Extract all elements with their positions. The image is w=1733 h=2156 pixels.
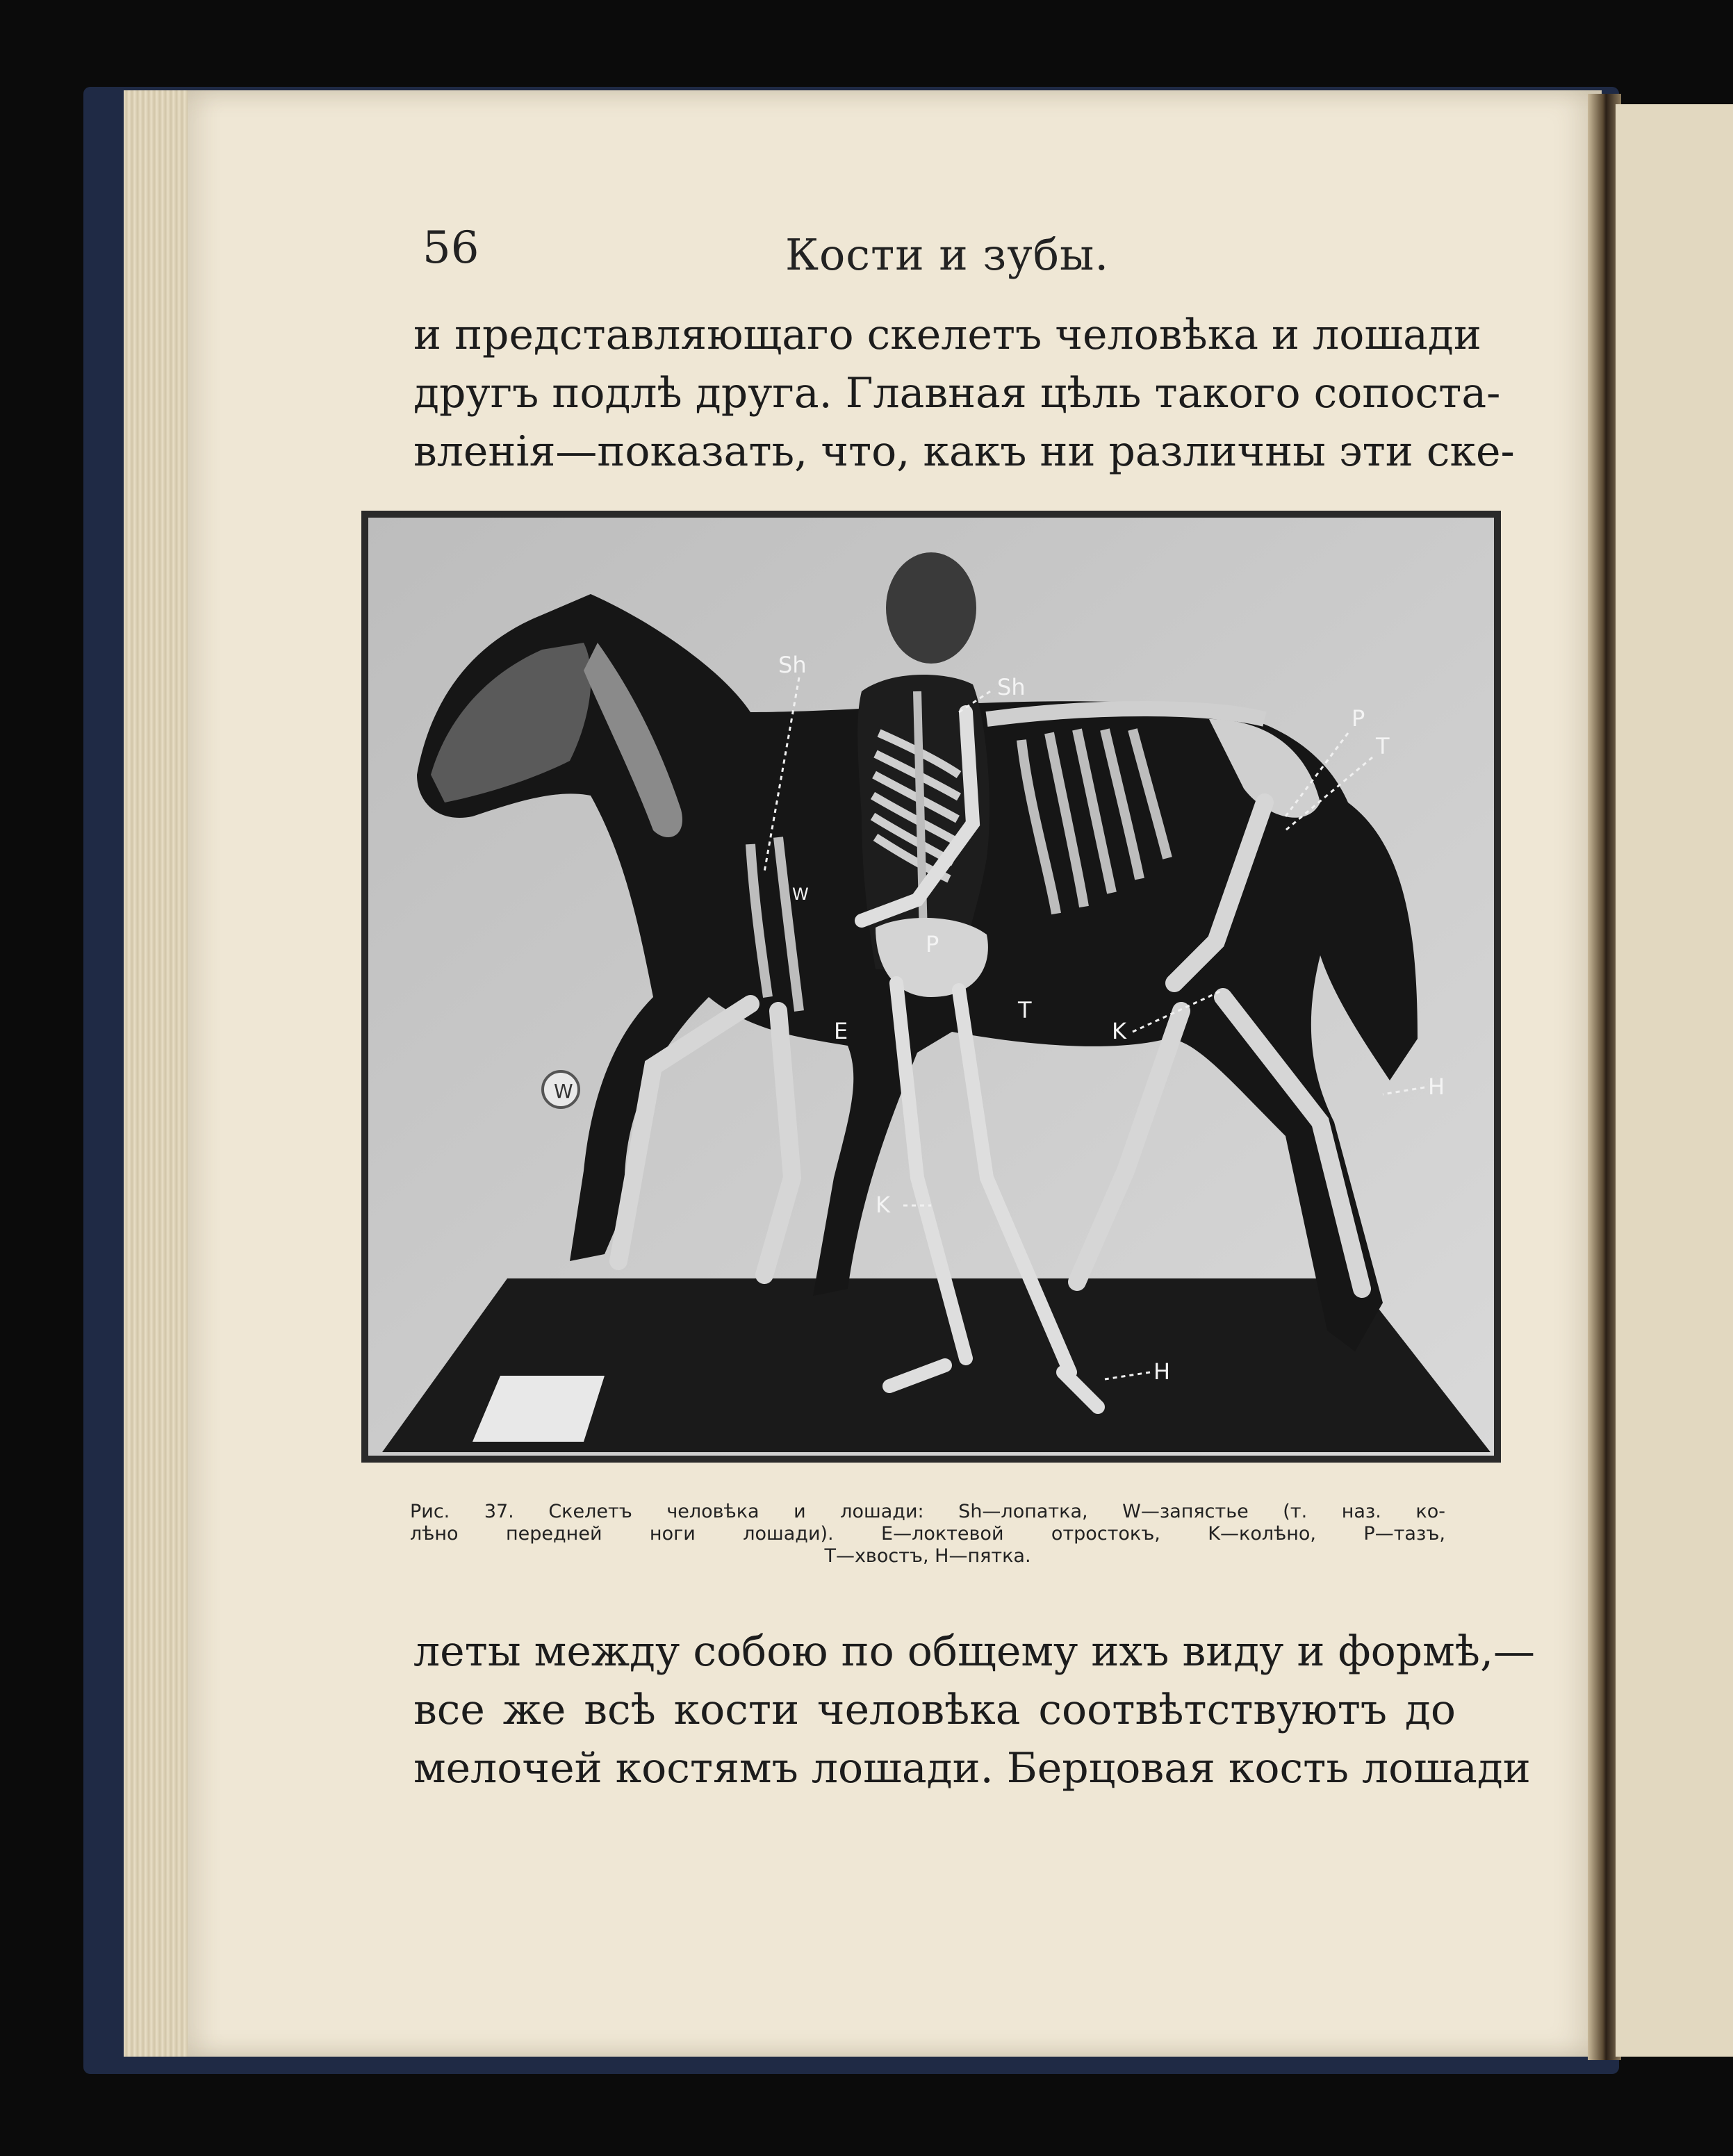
label-k-man: K: [876, 1192, 890, 1218]
skeleton-illustration: [361, 511, 1501, 1463]
human-skull: [886, 552, 976, 664]
label-t-horse: T: [1376, 733, 1390, 759]
text-line: все же всѣ кости человѣка соотвѣтствуютъ до: [413, 1686, 1456, 1734]
label-p-man: P: [926, 931, 939, 957]
label-e: E: [834, 1018, 848, 1044]
label-k-horse: K: [1112, 1018, 1126, 1044]
label-t-man: T: [1018, 997, 1032, 1023]
label-w-small: W: [792, 884, 809, 904]
label-sh-left: Sh: [778, 652, 807, 678]
text-line: вленія—показать, что, какъ ни различны эти ске-: [413, 427, 1515, 476]
text-line: другъ подлѣ друга. Главная цѣль такого сопоста-: [413, 369, 1501, 418]
text-line: леты между собою по общему ихъ виду и формѣ,—: [413, 1627, 1536, 1676]
caption-line: T—хвостъ, H—пятка.: [824, 1545, 1031, 1567]
label-w-circle: W: [554, 1080, 573, 1103]
caption-line: Рис. 37. Скелетъ человѣка и лошади: Sh—лопатка, W—запястье (т. наз. ко-: [410, 1501, 1445, 1522]
facing-page: [1616, 104, 1733, 2057]
figure-skeleton-photo: [361, 511, 1501, 1463]
text-line: мелочей костямъ лошади. Берцовая кость лошади: [413, 1744, 1531, 1793]
label-h-horse: H: [1428, 1073, 1445, 1100]
label-p-horse: P: [1352, 705, 1365, 732]
page-number: 56: [422, 222, 479, 274]
running-head: Кости и зубы.: [785, 229, 1110, 280]
paragraph-top: [413, 306, 1515, 481]
text-line: и представляющаго скелетъ человѣка и лошади: [413, 311, 1481, 359]
label-h-man: H: [1153, 1358, 1171, 1385]
figure-caption: [410, 1501, 1445, 1567]
label-sh-right: Sh: [997, 674, 1026, 700]
caption-line: лѣно передней ноги лошади). E—локтевой отростокъ, K—колѣно, P—тазъ,: [410, 1523, 1445, 1545]
paragraph-bottom: [413, 1622, 1536, 1797]
page-edges: [124, 90, 193, 2057]
